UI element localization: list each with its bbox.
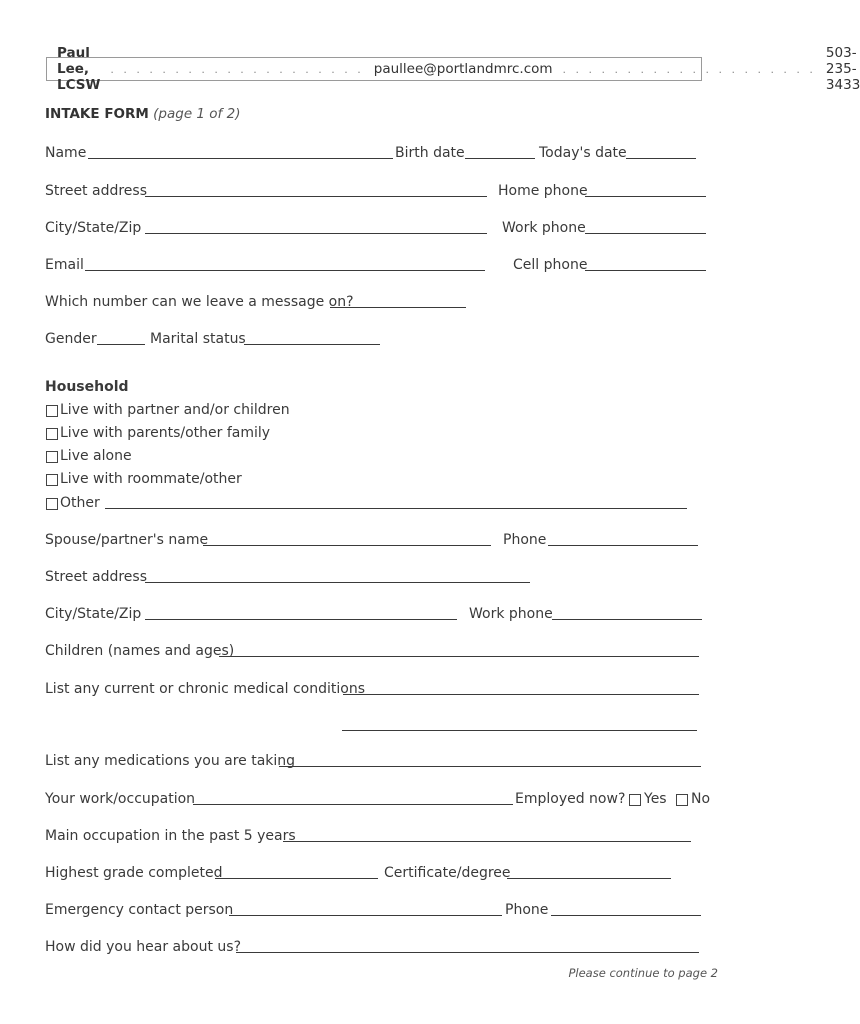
row-medical <box>45 679 745 699</box>
employed-yes-checkbox[interactable] <box>629 794 641 806</box>
household-checkbox[interactable] <box>46 474 58 486</box>
household-checkbox[interactable] <box>46 451 58 463</box>
household-option-label: Live with parents/other family <box>60 425 271 441</box>
row-name <box>45 143 745 163</box>
row-city-state-zip <box>45 218 745 238</box>
row-occupation <box>45 789 745 809</box>
household-checkbox[interactable] <box>46 405 58 417</box>
work-phone-label: Work phone <box>502 220 586 236</box>
header-contact-box <box>46 45 860 93</box>
partner-street-label: Street address <box>45 569 147 585</box>
row-children <box>45 641 745 661</box>
todays-date-label: Today's date <box>539 145 627 161</box>
work-phone-field[interactable] <box>585 233 706 234</box>
birth-date-label: Birth date <box>395 145 465 161</box>
provider-email: paullee@portlandmrc.com <box>373 61 553 77</box>
row-email <box>45 255 745 275</box>
row-partner-city <box>45 604 745 624</box>
children-label: Children (names and ages) <box>45 643 235 659</box>
name-label: Name <box>45 145 87 161</box>
row-gender <box>45 329 745 349</box>
partner-work-phone-label: Work phone <box>469 606 553 622</box>
city-state-zip-label: City/State/Zip <box>45 220 142 236</box>
medications-label: List any medications you are taking <box>45 753 296 769</box>
partner-name-label: Spouse/partner's name <box>45 532 209 548</box>
form-title-row <box>45 106 240 122</box>
emergency-field[interactable] <box>229 915 502 916</box>
employed-yes-label: Yes <box>644 791 667 807</box>
household-option-label: Live with partner and/or children <box>60 402 290 418</box>
form-title: INTAKE FORM <box>45 106 149 122</box>
row-hear-about <box>45 937 745 957</box>
name-field[interactable] <box>88 158 393 159</box>
gender-label: Gender <box>45 331 97 347</box>
household-checkbox[interactable] <box>46 498 58 510</box>
partner-street-field[interactable] <box>145 582 530 583</box>
row-message-number <box>45 292 745 312</box>
marital-status-label: Marital status <box>150 331 246 347</box>
medical-label: List any current or chronic medical conditions <box>45 681 365 697</box>
partner-work-phone-field[interactable] <box>552 619 702 620</box>
row-partner-name <box>45 530 745 550</box>
occupation-label: Your work/occupation <box>45 791 196 807</box>
employed-no-label: No <box>691 791 711 807</box>
household-heading: Household <box>45 379 129 395</box>
household-option <box>45 469 745 489</box>
highest-grade-label: Highest grade completed <box>45 865 223 881</box>
hear-about-label: How did you hear about us? <box>45 939 241 955</box>
row-education <box>45 863 745 883</box>
children-field[interactable] <box>219 656 699 657</box>
email-field[interactable] <box>85 270 485 271</box>
highest-grade-field[interactable] <box>215 878 378 879</box>
row-medications <box>45 751 745 771</box>
main-occupation-label: Main occupation in the past 5 years <box>45 828 296 844</box>
home-phone-label: Home phone <box>498 183 588 199</box>
emergency-phone-field[interactable] <box>551 915 701 916</box>
marital-status-field[interactable] <box>244 344 380 345</box>
household-option-label: Live alone <box>60 448 132 464</box>
medical-field[interactable] <box>343 694 699 695</box>
street-address-label: Street address <box>45 183 147 199</box>
continue-note: Please continue to page 2 <box>568 966 718 980</box>
hear-about-field[interactable] <box>236 952 699 953</box>
household-other-field[interactable] <box>105 508 687 509</box>
home-phone-field[interactable] <box>585 196 706 197</box>
employed-no-checkbox[interactable] <box>676 794 688 806</box>
employed-label: Employed now? <box>515 791 626 807</box>
medications-field[interactable] <box>279 766 701 767</box>
row-emergency <box>45 900 745 920</box>
partner-phone-label: Phone <box>503 532 547 548</box>
row-street-address <box>45 181 745 201</box>
street-address-field[interactable] <box>145 196 487 197</box>
partner-name-field[interactable] <box>203 545 491 546</box>
row-main-occupation <box>45 826 745 846</box>
household-option-other <box>45 493 745 513</box>
city-state-zip-field[interactable] <box>145 233 487 234</box>
todays-date-field[interactable] <box>626 158 696 159</box>
partner-city-field[interactable] <box>145 619 457 620</box>
cell-phone-field[interactable] <box>585 270 706 271</box>
gender-field[interactable] <box>97 344 145 345</box>
cell-phone-label: Cell phone <box>513 257 588 273</box>
household-checkbox[interactable] <box>46 428 58 440</box>
main-occupation-field[interactable] <box>283 841 691 842</box>
certificate-label: Certificate/degree <box>384 865 511 881</box>
leader-dots: . . . . . . . . . . . . . . . . . . . . <box>110 62 364 76</box>
row-partner-street <box>45 567 745 587</box>
partner-city-label: City/State/Zip <box>45 606 142 622</box>
household-option-label: Live with roommate/other <box>60 471 242 487</box>
message-number-field[interactable] <box>330 307 466 308</box>
medical-field-line-2[interactable] <box>342 730 697 731</box>
partner-phone-field[interactable] <box>548 545 698 546</box>
message-number-label: Which number can we leave a message on? <box>45 294 354 310</box>
emergency-label: Emergency contact person <box>45 902 234 918</box>
household-option <box>45 400 745 420</box>
provider-phone: 503-235-3433 <box>825 45 860 93</box>
form-subtitle: (page 1 of 2) <box>153 106 241 122</box>
provider-name: Paul Lee, LCSW <box>57 45 101 93</box>
occupation-field[interactable] <box>193 804 513 805</box>
leader-dots: . . . . . . . . . . . . . . . . . . . . <box>562 62 816 76</box>
row-medical-continued <box>45 715 745 735</box>
certificate-field[interactable] <box>507 878 671 879</box>
household-option-label: Other <box>60 495 100 511</box>
email-label: Email <box>45 257 84 273</box>
household-option <box>45 446 745 466</box>
emergency-phone-label: Phone <box>505 902 549 918</box>
household-option <box>45 423 745 443</box>
birth-date-field[interactable] <box>465 158 535 159</box>
